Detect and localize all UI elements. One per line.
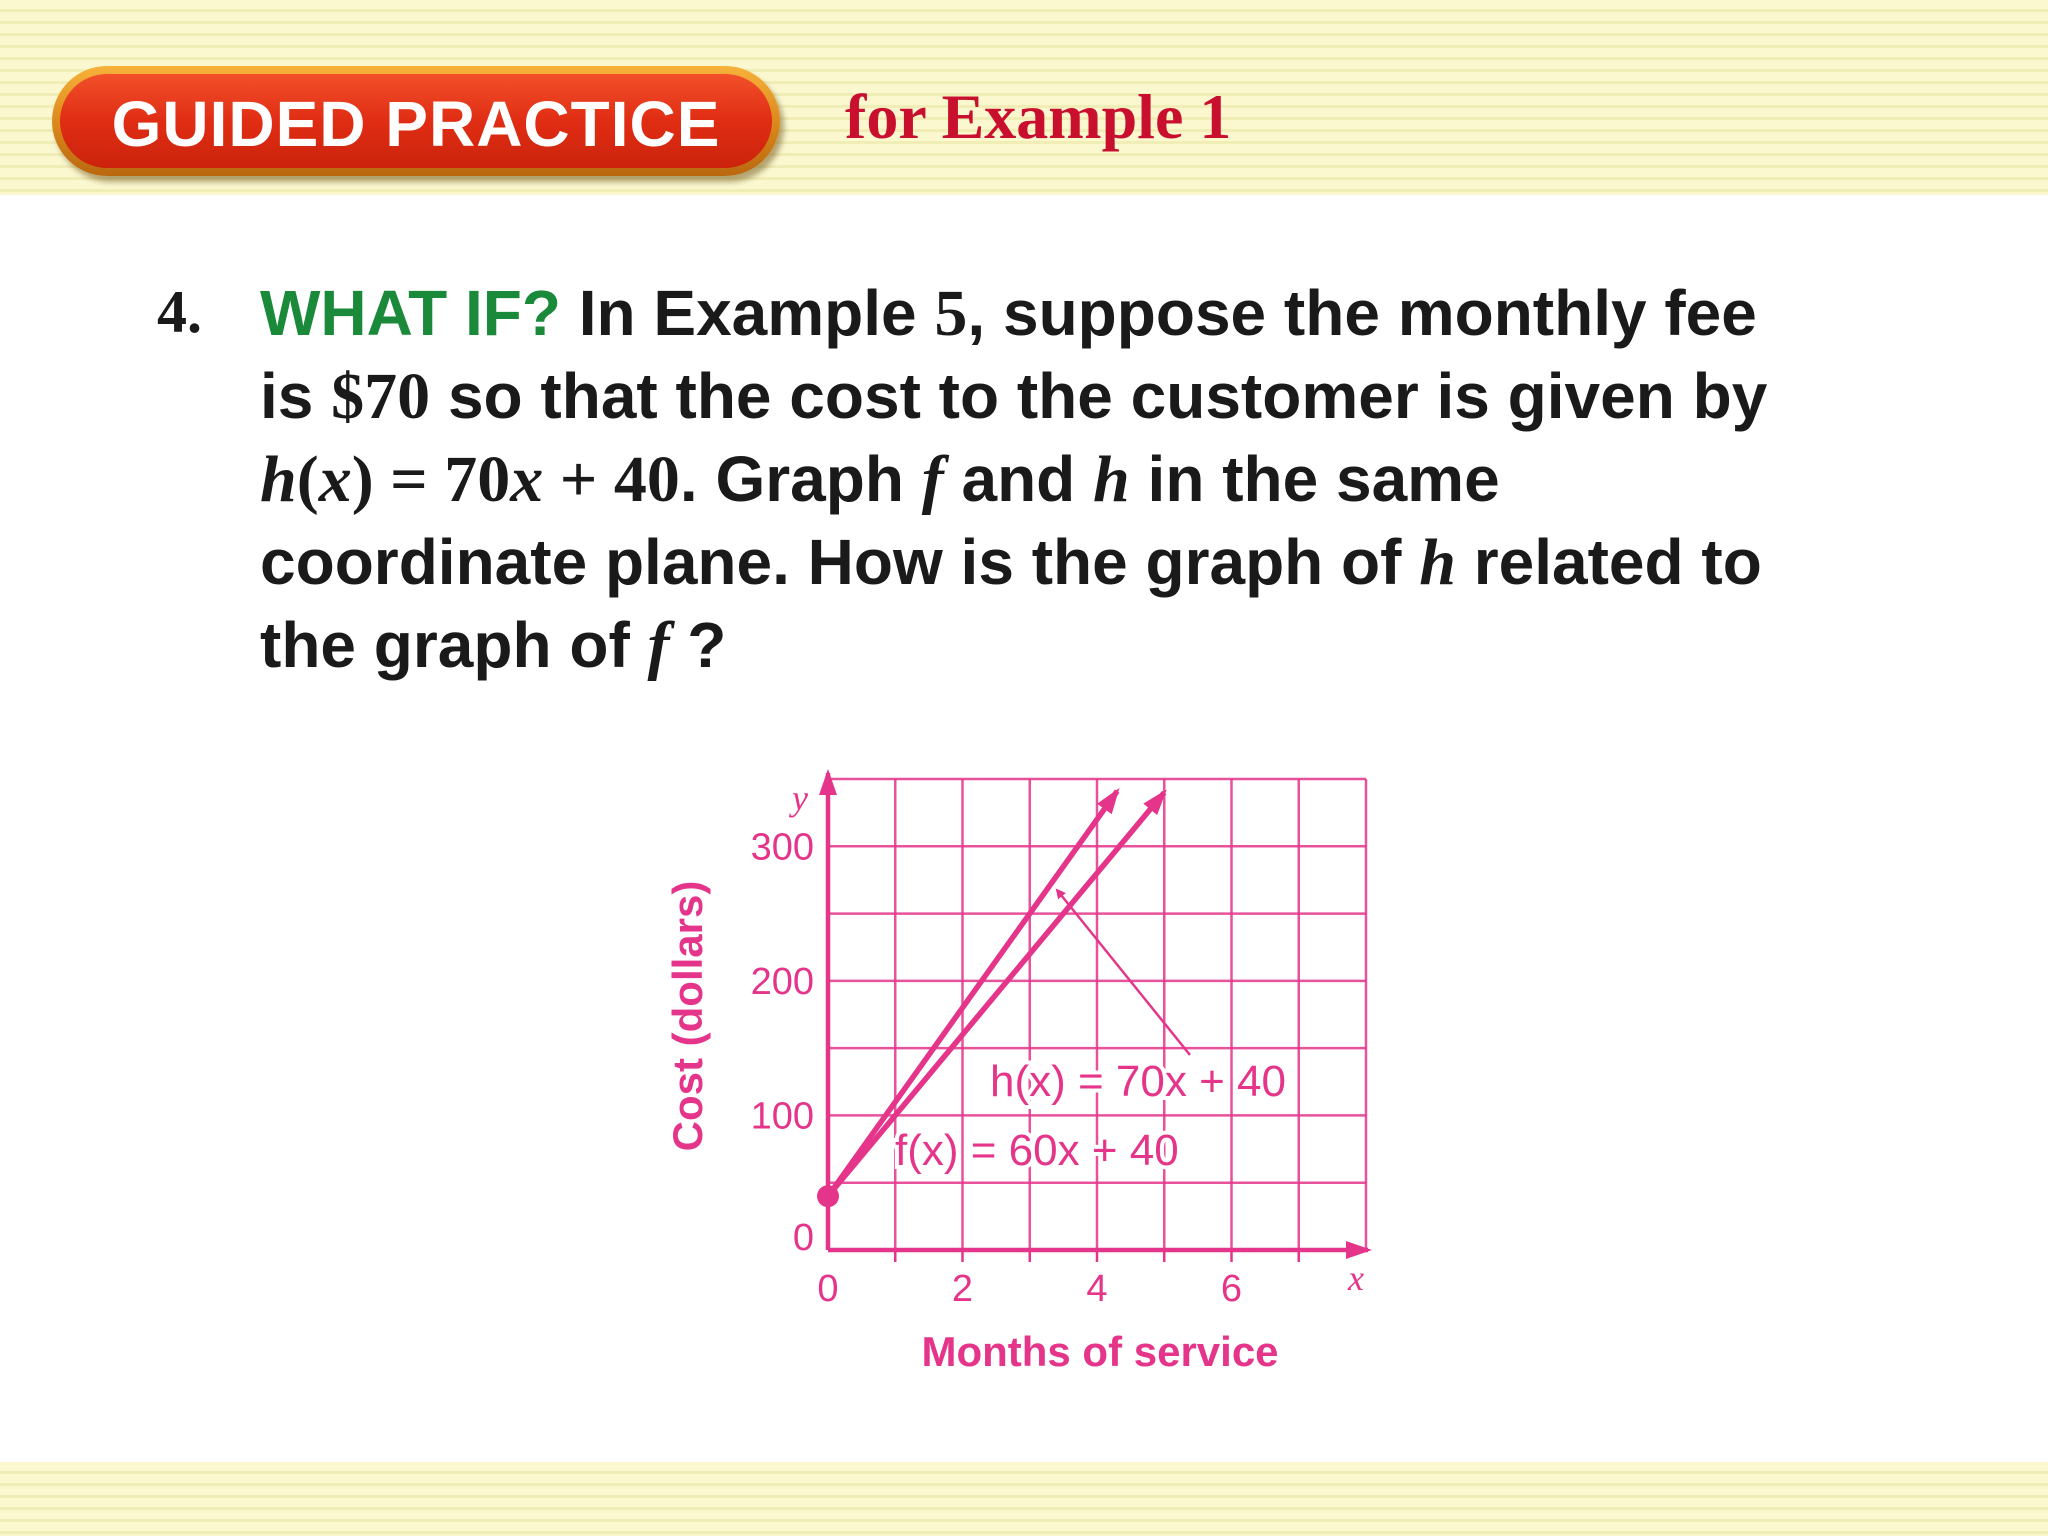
q-l1-a: In Example — [560, 277, 935, 349]
q-l3-j: h — [1093, 443, 1130, 516]
q-l2-a: is — [260, 360, 332, 432]
h-equation-label: h(x) = 70x + 40 — [990, 1057, 1286, 1106]
what-if-label: WHAT IF? — [260, 277, 561, 349]
q-l2-c: so that the cost to the customer is given by — [430, 360, 1768, 432]
q-l3-c: x — [318, 443, 352, 516]
guided-practice-label: GUIDED PRACTICE — [111, 88, 721, 160]
f-equation-label: f(x) = 60x + 40 — [895, 1126, 1179, 1175]
x-tick-label: 6 — [1220, 1268, 1243, 1310]
y-tick-label: 200 — [750, 960, 814, 1003]
q-l3-b: ( — [296, 443, 319, 516]
q-l3-e: x — [510, 443, 544, 516]
x-axis-title: Months of service — [921, 1328, 1279, 1375]
y-variable: y — [792, 778, 808, 818]
x-tick-label: 4 — [1086, 1268, 1108, 1310]
q-l3-i: and — [943, 443, 1094, 515]
q-l3-a: h — [260, 443, 297, 516]
y-tick-label: 300 — [750, 826, 814, 869]
x-tick-label: 2 — [951, 1268, 974, 1310]
q-l5-b: f — [647, 609, 670, 682]
q-l3-g: . Graph — [679, 443, 922, 515]
question-number: 4. — [157, 279, 202, 345]
q-l4-b: h — [1419, 526, 1456, 599]
q-l4-a: coordinate plane. How is the graph of — [260, 526, 1420, 598]
x-variable: x — [1348, 1258, 1364, 1298]
start-point — [817, 1185, 839, 1207]
q-l5-c: ? — [669, 609, 727, 681]
q-l3-k: in the same — [1129, 443, 1500, 515]
q-l5-a: the graph of — [260, 609, 648, 681]
y-tick-label: 100 — [750, 1095, 814, 1138]
q-l1-b: 5 — [934, 277, 968, 350]
q-l1-c: , suppose the monthly fee — [967, 277, 1757, 349]
x-tick-label: 0 — [817, 1268, 839, 1310]
tick-labels — [751, 826, 1286, 1310]
q-l2-b: $70 — [331, 360, 431, 433]
grid-lines — [828, 779, 1366, 1262]
q-l3-h: f — [921, 443, 944, 516]
y-axis-title: Cost (dollars) — [664, 880, 711, 1152]
q-l4-c: related to — [1455, 526, 1762, 598]
y-tick-label: 0 — [792, 1217, 814, 1259]
example-reference: for Example 1 — [845, 81, 1232, 152]
q-l3-f: + 40 — [543, 443, 680, 516]
q-l3-d: ) = 70 — [351, 443, 511, 516]
